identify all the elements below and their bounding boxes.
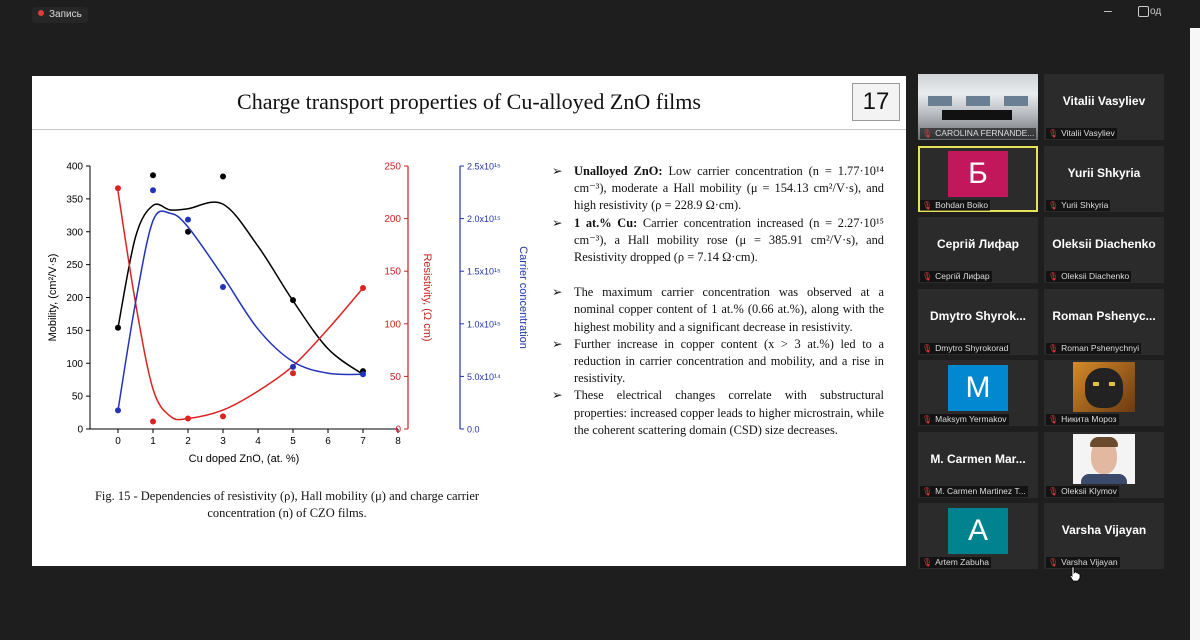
slide-title: Charge transport properties of Cu-alloyed ZnO films bbox=[237, 89, 701, 114]
participant-tile[interactable] bbox=[918, 217, 1038, 283]
shirt-icon bbox=[1081, 474, 1127, 484]
mic-muted-icon: 🎙 bbox=[922, 200, 933, 210]
participant-name-label bbox=[920, 128, 1036, 139]
mobility-point bbox=[150, 172, 156, 178]
participant-name: Roman Pshenychnyi bbox=[1061, 342, 1140, 353]
mouse-cursor-icon bbox=[1068, 566, 1082, 582]
carrier-tick-label: 0.0 bbox=[467, 424, 480, 435]
x-axis-label: Cu doped ZnO, (at. %) bbox=[188, 453, 300, 465]
participant-name: Bohdan Boiko bbox=[935, 199, 989, 210]
exit-label: од bbox=[1150, 6, 1162, 18]
mobility-tick-label: 400 bbox=[66, 161, 83, 173]
mobility-tick-label: 350 bbox=[66, 194, 83, 206]
participant-name: Varsha Vijayan bbox=[1061, 557, 1118, 567]
participant-display-name: Oleksii Diachenko bbox=[1052, 237, 1156, 251]
participant-name: Artem Zabuha bbox=[935, 557, 990, 567]
participant-name: Oleksii Diachenko bbox=[1061, 271, 1130, 281]
resistivity-point bbox=[360, 285, 366, 291]
bullet-2 bbox=[552, 215, 884, 267]
arrow-bullet-icon: ➢ bbox=[552, 388, 563, 403]
censor-bar bbox=[942, 110, 1012, 120]
participant-display-name: Roman Pshenyc... bbox=[1052, 308, 1156, 323]
x-tick-label: 1 bbox=[150, 436, 156, 447]
arrow-bullet-icon: ➢ bbox=[552, 336, 563, 351]
participant-display-name: Сергій Лифар bbox=[936, 237, 1019, 251]
wolf-head-icon bbox=[1085, 368, 1123, 408]
recording-label: Запись bbox=[49, 9, 82, 20]
participant-name: CAROLINA FERNANDE... bbox=[935, 128, 1035, 138]
bullet-4-text: Further increase in copper content (x > 3 at.%) led to a reduction in carrier concentration and mobility, and a rise in resistivity. bbox=[574, 336, 884, 386]
bullet-3-text: The maximum carrier concentration was observed at a nominal copper content of 1 at.% (0.66 at.%), along with the highest mobility and a significant decrease in resistivity. bbox=[574, 285, 884, 334]
mic-muted-icon: 🎙 bbox=[1048, 343, 1059, 353]
participant-name: Vitalii Vasyliev bbox=[1061, 128, 1115, 138]
record-dot-icon bbox=[38, 10, 44, 16]
carrier-concentration-point bbox=[150, 187, 156, 193]
participant-name-label bbox=[1046, 128, 1117, 139]
bullet-5-text: These electrical changes correlate with substructural properties: increased copper leads to higher microstrain, while the coherent scattering domain (CSD) size decreases. bbox=[574, 388, 884, 437]
bullet-3 bbox=[552, 284, 884, 336]
participant-display-name: Dmytro Shyrok... bbox=[929, 308, 1027, 323]
resistivity-tick-label: 150 bbox=[384, 266, 401, 278]
participant-name: Yurii Shkyria bbox=[1061, 199, 1109, 210]
mobility-tick-label: 0 bbox=[77, 424, 83, 436]
carrier-tick-label: 1.0x10¹⁵ bbox=[467, 319, 501, 330]
participant-tile[interactable] bbox=[1044, 432, 1164, 498]
arrow-bullet-icon: ➢ bbox=[552, 285, 563, 300]
x-tick-label: 0 bbox=[115, 436, 121, 447]
mobility-curve bbox=[118, 202, 363, 374]
participant-tile[interactable] bbox=[918, 432, 1038, 498]
arrow-bullet-icon: ➢ bbox=[552, 164, 563, 178]
participant-name-label bbox=[1046, 343, 1141, 354]
mobility-tick-label: 250 bbox=[66, 260, 83, 272]
x-tick-label: 8 bbox=[395, 436, 401, 447]
figure-caption bbox=[52, 488, 522, 522]
participant-name: Сергій Лифар bbox=[935, 271, 990, 281]
participant-name-label bbox=[920, 343, 1010, 354]
participant-avatar: A bbox=[948, 508, 1008, 554]
caption-line-2: concentration (n) of CZO films. bbox=[207, 505, 367, 520]
participant-tile[interactable] bbox=[918, 146, 1038, 212]
resistivity-point bbox=[115, 185, 121, 191]
participant-name-label bbox=[1046, 414, 1119, 425]
bullet-1 bbox=[552, 163, 884, 215]
participant-tile[interactable] bbox=[1044, 74, 1164, 140]
participant-tile[interactable] bbox=[918, 289, 1038, 355]
participant-name: Никита Мороз bbox=[1061, 414, 1117, 424]
carrier-tick-label: 5.0x10¹⁴ bbox=[467, 371, 501, 382]
mobility-tick-label: 300 bbox=[66, 227, 83, 239]
mic-muted-icon: 🎙 bbox=[922, 558, 933, 567]
resistivity-curve bbox=[118, 191, 363, 419]
mobility-tick-label: 150 bbox=[66, 325, 83, 337]
mobility-tick-label: 200 bbox=[66, 293, 83, 304]
bullet-4 bbox=[552, 336, 884, 388]
minimize-button[interactable]: – bbox=[1104, 2, 1112, 18]
x-tick-label: 5 bbox=[290, 436, 296, 447]
x-tick-label: 2 bbox=[185, 436, 191, 447]
participant-name-label bbox=[920, 486, 1028, 497]
title-divider bbox=[32, 129, 906, 130]
exit-button[interactable] bbox=[1138, 6, 1161, 17]
slide-number: 17 bbox=[852, 83, 900, 121]
recording-indicator[interactable] bbox=[32, 7, 88, 23]
participant-tile[interactable] bbox=[918, 74, 1038, 140]
participant-photo bbox=[1073, 362, 1135, 412]
participant-name-label bbox=[920, 200, 990, 211]
carrier-concentration-point bbox=[115, 407, 121, 413]
resistivity-tick-label: 100 bbox=[384, 319, 401, 331]
participant-name-label bbox=[1046, 271, 1131, 282]
mobility-tick-label: 50 bbox=[71, 391, 83, 403]
mic-muted-icon: 🎙 bbox=[1048, 272, 1059, 281]
hair-icon bbox=[1090, 437, 1118, 447]
carrier-tick-label: 1.5x10¹⁵ bbox=[467, 266, 501, 277]
participant-name-label bbox=[920, 557, 991, 568]
wolf-eye-icon bbox=[1093, 382, 1099, 386]
resistivity-axis-label: Resistivity, (Ω cm) bbox=[421, 253, 433, 342]
mobility-tick-label: 100 bbox=[66, 358, 83, 370]
participant-photo bbox=[1073, 434, 1135, 484]
mic-muted-icon: 🎙 bbox=[1048, 558, 1059, 567]
resistivity-tick-label: 200 bbox=[384, 214, 401, 226]
bullet-list bbox=[552, 163, 884, 439]
video-screen bbox=[966, 96, 990, 106]
mic-muted-icon: 🎙 bbox=[1048, 200, 1059, 210]
x-tick-label: 7 bbox=[360, 436, 366, 447]
participant-name: Maksym Yermakov bbox=[935, 414, 1007, 424]
video-screen bbox=[1004, 96, 1028, 106]
mobility-axis-label: Mobility, (cm²/V·s) bbox=[47, 253, 59, 342]
participant-tile[interactable] bbox=[918, 360, 1038, 426]
carrier-tick-label: 2.5x10¹⁵ bbox=[467, 161, 501, 172]
participant-name-label bbox=[920, 271, 992, 282]
participant-name-label bbox=[1046, 200, 1110, 211]
x-tick-label: 6 bbox=[325, 436, 331, 447]
resistivity-point bbox=[150, 418, 156, 424]
carrier-concentration-point bbox=[290, 364, 296, 370]
mic-muted-icon: 🎙 bbox=[1048, 415, 1059, 424]
window-edge bbox=[1190, 28, 1200, 640]
participant-tile[interactable] bbox=[918, 503, 1038, 569]
participant-tile[interactable] bbox=[1044, 360, 1164, 426]
carrier-concentration-point bbox=[220, 284, 226, 290]
participant-name: Oleksii Klymov bbox=[1061, 485, 1117, 496]
arrow-bullet-icon: ➢ bbox=[552, 215, 563, 230]
mic-muted-icon: 🎙 bbox=[922, 415, 933, 424]
participant-name: M. Carmen Martinez T... bbox=[935, 485, 1026, 496]
caption-line-1: Fig. 15 - Dependencies of resistivity (ρ), Hall mobility (μ) and charge carrier bbox=[94, 489, 480, 503]
mic-muted-icon: 🎙 bbox=[1048, 129, 1059, 138]
mobility-point bbox=[115, 325, 121, 331]
x-tick-label: 4 bbox=[255, 436, 261, 447]
spacer bbox=[552, 266, 884, 284]
participant-tile[interactable] bbox=[1044, 503, 1164, 569]
carrier-tick-label: 2.0x10¹⁵ bbox=[467, 214, 501, 225]
participant-avatar: Б bbox=[948, 151, 1008, 197]
carrier-concentration-point bbox=[360, 371, 366, 377]
exit-icon bbox=[1138, 6, 1149, 17]
bullet-1-text: Unalloyed ZnO: Low carrier concentration (n = 1.77·10¹⁴ cm⁻³), moderate a Hall mobility (μ = 154.13 cm²/V·s), and high resistivity (ρ = 228.9 Ω·cm). bbox=[574, 164, 884, 213]
resistivity-point bbox=[220, 413, 226, 419]
participant-display-name: M. Carmen Mar... bbox=[930, 451, 1026, 466]
transport-chart bbox=[42, 156, 532, 476]
resistivity-tick-label: 50 bbox=[389, 371, 401, 383]
participant-avatar: M bbox=[948, 365, 1008, 411]
x-tick-label: 3 bbox=[220, 436, 226, 447]
top-bar bbox=[0, 0, 1200, 28]
mic-muted-icon: 🎙 bbox=[1048, 486, 1059, 496]
participant-gallery bbox=[918, 74, 1166, 571]
carrier-concentration-point bbox=[185, 217, 191, 223]
participant-name-label bbox=[920, 414, 1009, 425]
participant-name-label bbox=[1046, 486, 1119, 497]
mic-muted-icon: 🎙 bbox=[922, 129, 933, 138]
participant-display-name: Vitalii Vasyliev bbox=[1062, 94, 1146, 108]
mic-muted-icon: 🎙 bbox=[922, 486, 933, 496]
resistivity-point bbox=[290, 370, 296, 376]
participant-tile[interactable] bbox=[1044, 217, 1164, 283]
video-screen bbox=[928, 96, 952, 106]
mobility-point bbox=[220, 174, 226, 180]
shared-slide bbox=[32, 76, 906, 566]
bullet-2-text: 1 at.% Cu: Carrier concentration increased (n = 2.27·10¹⁵ cm⁻³), a Hall mobility rose (μ = 385.91 cm²/V·s), and Resistivity dropped (ρ = 7.14 Ω·cm). bbox=[574, 215, 884, 265]
wolf-eye-icon bbox=[1109, 382, 1115, 386]
resistivity-tick-label: 0 bbox=[395, 424, 401, 436]
participant-display-name: Varsha Vijayan bbox=[1061, 523, 1147, 537]
carrier-axis-label: Carrier concentration bbox=[517, 246, 529, 349]
resistivity-point bbox=[185, 415, 191, 421]
participant-name-label bbox=[1046, 557, 1120, 568]
bullet-5 bbox=[552, 387, 884, 439]
mobility-point bbox=[290, 297, 296, 303]
participant-tile[interactable] bbox=[1044, 289, 1164, 355]
resistivity-tick-label: 250 bbox=[384, 161, 401, 173]
participant-tile[interactable] bbox=[1044, 146, 1164, 212]
participant-display-name: Yurii Shkyria bbox=[1067, 165, 1141, 180]
participant-name: Dmytro Shyrokorad bbox=[935, 342, 1009, 353]
mic-muted-icon: 🎙 bbox=[922, 343, 933, 353]
mic-muted-icon: 🎙 bbox=[922, 272, 933, 281]
carrier-concentration-curve bbox=[118, 211, 363, 410]
